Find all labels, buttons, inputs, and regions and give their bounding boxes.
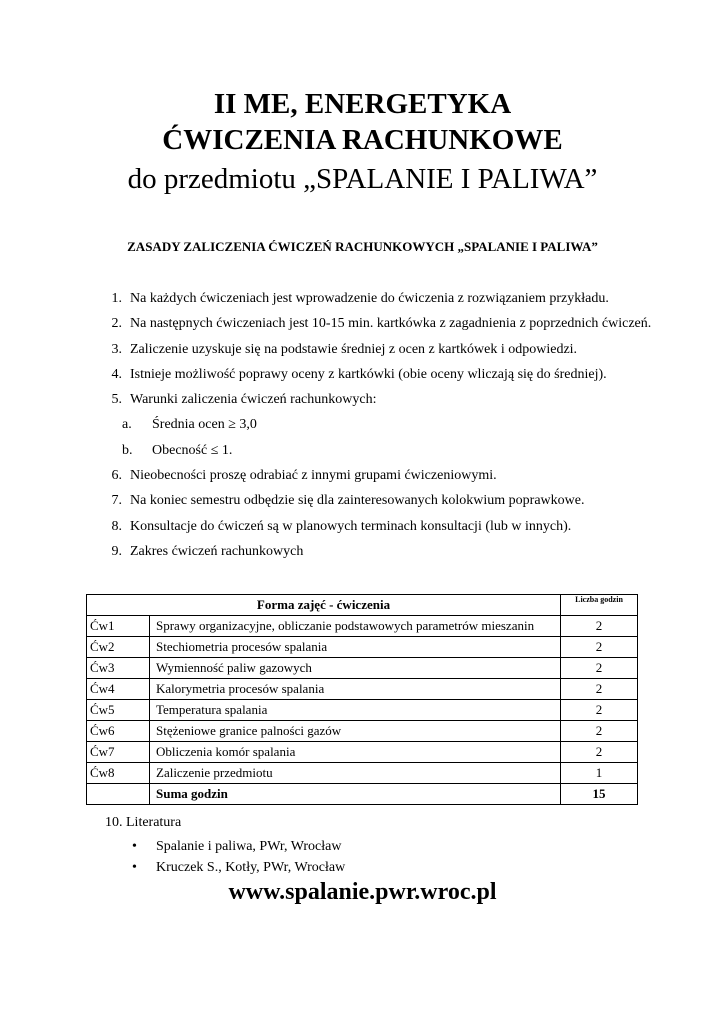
rule-number: 2. [111, 316, 122, 332]
rule-item-1 [100, 286, 660, 311]
condition-item-b [100, 438, 660, 463]
row-hours: 2 [561, 637, 638, 658]
row-hours: 2 [561, 721, 638, 742]
row-hours: 2 [561, 700, 638, 721]
row-code: Ćw4 [87, 679, 150, 700]
rule-text: Istnieje możliwość poprawy oceny z kartkówki (obie oceny wliczają się do średniej). [130, 366, 607, 382]
sum-value: 15 [561, 784, 638, 805]
rule-number: 1. [111, 291, 122, 306]
condition-text: Średnia ocen ≥ 3,0 [152, 417, 257, 433]
rules-heading: ZASADY ZALICZENIA ĆWICZEŃ RACHUNKOWYCH „SPALANIE I PALIWA” [127, 239, 598, 254]
row-topic: Sprawy organizacyjne, obliczanie podstawowych parametrów mieszanin [150, 616, 561, 637]
condition-letter: b. [122, 442, 133, 458]
table-row [87, 700, 638, 721]
rule-text: Na następnych ćwiczeniach jest 10-15 min. kartkówka z zagadnienia z poprzednich ćwiczeń. [130, 316, 652, 332]
rule-text: Na koniec semestru odbędzie się dla zainteresowanych kolokwium poprawkowe. [130, 493, 585, 509]
literature-list [128, 836, 345, 878]
row-code: Ćw1 [87, 616, 150, 637]
rule-item-7 [100, 488, 660, 513]
title-line-1: II ME, ENERGETYKA [213, 88, 512, 120]
table-header-row [87, 595, 638, 616]
sum-empty-cell [87, 784, 150, 805]
bullet-icon: • [132, 839, 137, 854]
row-hours: 2 [561, 658, 638, 679]
rule-item-5 [100, 387, 660, 412]
row-topic: Obliczenia komór spalania [150, 742, 561, 763]
rule-text: Nieobecności proszę odrabiać z innymi grupami ćwiczeniowymi. [130, 468, 497, 484]
table-row [87, 742, 638, 763]
table-row [87, 658, 638, 679]
row-code: Ćw3 [87, 658, 150, 679]
rule-number: 8. [111, 518, 122, 534]
row-hours: 2 [561, 742, 638, 763]
rule-number: 5. [111, 392, 122, 408]
row-hours: 2 [561, 679, 638, 700]
rule-item-2 [100, 311, 660, 336]
title-line-3: do przedmiotu „SPALANIE I PALIWA” [127, 163, 598, 195]
rule-text: Na każdych ćwiczeniach jest wprowadzenie do ćwiczenia z rozwiązaniem przykładu. [130, 291, 609, 306]
rule-item-3 [100, 337, 660, 362]
rule-item-9 [100, 539, 660, 564]
literature-heading: 10. Literatura [105, 815, 182, 830]
row-topic: Stechiometria procesów spalania [150, 637, 561, 658]
rule-text: Konsultacje do ćwiczeń są w planowych terminach konsultacji (lub w innych). [130, 518, 572, 534]
row-topic: Temperatura spalania [150, 700, 561, 721]
row-topic: Wymienność paliw gazowych [150, 658, 561, 679]
row-topic: Zaliczenie przedmiotu [150, 763, 561, 784]
rule-item-8 [100, 514, 660, 539]
table-row [87, 616, 638, 637]
title-line-2: ĆWICZENIA RACHUNKOWE [162, 124, 563, 156]
rules-list [100, 286, 660, 564]
literature-text: Spalanie i paliwa, PWr, Wrocław [156, 839, 342, 854]
row-code: Ćw7 [87, 742, 150, 763]
rule-item-4 [100, 362, 660, 387]
row-topic: Kalorymetria procesów spalania [150, 679, 561, 700]
literature-text: Kruczek S., Kotły, PWr, Wrocław [156, 860, 346, 875]
table-row [87, 763, 638, 784]
table-row [87, 637, 638, 658]
bullet-icon: • [132, 860, 137, 875]
row-topic: Stężeniowe granice palności gazów [150, 721, 561, 742]
table-row [87, 679, 638, 700]
table-sum-row [87, 784, 638, 805]
row-code: Ćw5 [87, 700, 150, 721]
row-code: Ćw6 [87, 721, 150, 742]
header-forma: Forma zajęć - ćwiczenia [87, 595, 561, 616]
literature-item [128, 857, 345, 878]
row-hours: 2 [561, 616, 638, 637]
condition-item-a [100, 412, 660, 437]
table-row [87, 721, 638, 742]
condition-text: Obecność ≤ 1. [152, 442, 233, 458]
rule-text: Zakres ćwiczeń rachunkowych [130, 543, 304, 559]
row-code: Ćw8 [87, 763, 150, 784]
sum-label: Suma godzin [150, 784, 561, 805]
rule-number: 4. [111, 366, 122, 382]
rule-number: 7. [111, 493, 122, 509]
rule-text: Zaliczenie uzyskuje się na podstawie średniej z ocen z kartkówek i odpowiedzi. [130, 341, 578, 357]
rule-text: Warunki zaliczenia ćwiczeń rachunkowych: [130, 392, 377, 408]
rule-number: 9. [111, 543, 122, 559]
rule-number: 3. [111, 341, 122, 357]
website-url: www.spalanie.pwr.wroc.pl [228, 879, 497, 905]
rule-number: 6. [111, 468, 122, 484]
rule-item-6 [100, 463, 660, 488]
condition-letter: a. [122, 417, 132, 433]
schedule-table [86, 594, 638, 805]
row-hours: 1 [561, 763, 638, 784]
literature-item [128, 836, 345, 857]
header-liczba: Liczba godzin [561, 595, 638, 616]
row-code: Ćw2 [87, 637, 150, 658]
